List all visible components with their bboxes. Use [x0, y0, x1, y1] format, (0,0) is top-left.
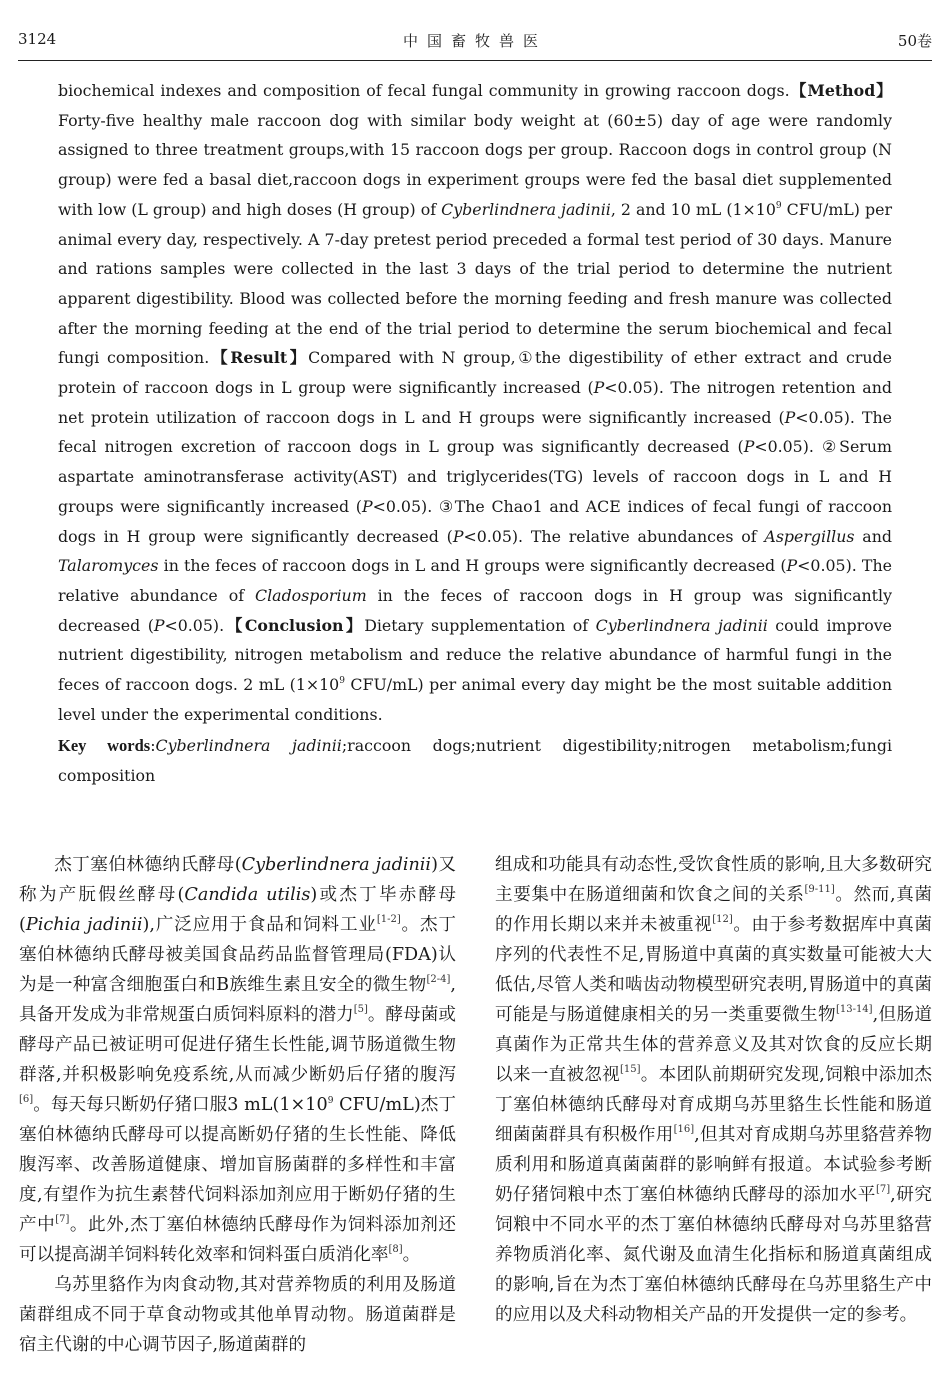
body-column-right	[495, 850, 932, 1330]
citation: [2-4]	[426, 974, 451, 985]
method-tag: 【Method】	[789, 81, 892, 100]
genus-cladosporium: Cladosporium	[255, 585, 367, 605]
citation: [5]	[353, 1004, 368, 1015]
citation: [7]	[55, 1214, 70, 1225]
citation: [7]	[875, 1184, 891, 1195]
header-rule	[18, 60, 932, 61]
abstract-text: biochemical indexes and composition of fecal fungal community in growing raccoon dogs.【Method】Forty-five healthy male raccoon dog with similar body weight at (60±5) day of age were randomly assigned to three treatment groups,with 15 raccoon dogs per group. Raccoon dogs in control group (N group) were fed a basal diet,raccoon dogs in experiment groups were fed the basal diet supplemented with low (L group) and high doses (H group) of Cyberlindnera jadinii, 2 and 10 mL ($1\times 10^9$ CFU/mL) per animal every day, respectively. A 7-day pretest period preceded a formal test period of 30 days. Manure and rations samples were collected in the last 3 days of the trial period to determine the nutrient apparent digestibility. Blood was collected before the morning feeding and fresh manure was collected after the morning feeding at the end of the trial period to determine the serum biochemical and fecal fungi composition.【Result】Compared with N group,①the digestibility of ether extract and crude protein of raccoon dogs in L group were significantly increased (P<0.05). The nitrogen retention and net protein utilization of raccoon dogs in L and H groups were significantly increased (P<0.05). The fecal nitrogen excretion of raccoon dogs in L group was significantly decreased (P<0.05). ②Serum aspartate aminotransferase activity(AST) and triglycerides(TG) levels of raccoon dogs in L and H groups were significantly increased (P<0.05). ③The Chao1 and ACE indices of fecal fungi of raccoon dogs in H group were significantly decreased (P<0.05). The relative abundances of Aspergillus and Talaromyces in the feces of raccoon dogs in L and H groups were significantly decreased (P<0.05). The relative abundance of Cladosporium in the feces of raccoon dogs in H group was significantly decreased (P<0.05).【Conclusion】Dietary supplementation of Cyberlindnera jadinii could improve nutrient digestibility, nitrogen metabolism and reduce the relative abundance of harmful fungi in the feces of raccoon dogs. 2 mL ($1\times 10^9$ CFU/mL) per animal every day might be the most suitable addition level under the experimental conditions.	[58, 81, 893, 724]
citation: [9-11]	[804, 884, 835, 895]
conclusion-tag: 【Conclusion】	[224, 615, 365, 635]
page-number: 3124	[18, 30, 57, 48]
species-name: Cyberlindnera jadinii	[441, 199, 611, 219]
citation: [16]	[673, 1124, 695, 1135]
keywords: Key words:Cyberlindnera jadinii;raccoon dogs;nutrient digestibility;nitrogen metabolism;fungi composition	[58, 736, 893, 786]
genus-aspergillus: Aspergillus	[764, 526, 855, 546]
citation: [8]	[388, 1244, 403, 1255]
citation: [12]	[712, 914, 733, 925]
result-tag: 【Result】	[209, 348, 309, 368]
citation: [1-2]	[376, 914, 401, 925]
volume-label: 50卷	[897, 32, 932, 50]
body-column-left	[19, 850, 456, 1360]
citation: [13-14]	[835, 1004, 873, 1015]
paragraph: 乌苏里貉作为肉食动物,其对营养物质的利用及肠道菌群组成不同于草食动物或其他单胃动物。肠道菌群是宿主代谢的中心调节因子,肠道菌群的	[19, 1275, 456, 1355]
journal-title: 中国畜牧兽医	[402, 32, 547, 50]
keywords-label: Key words	[58, 736, 151, 756]
genus-talaromyces: Talaromyces	[58, 556, 159, 576]
running-header	[18, 24, 932, 58]
english-abstract	[58, 76, 892, 791]
paragraph: 组成和功能具有动态性,受饮食性质的影响,且大多数研究主要集中在肠道细菌和饮食之间的关系[9-11]。然而,真菌的作用长期以来并未被重视[12]。由于参考数据库中真菌序列的代表性不足,胃肠道中真菌的真实数量可能被大大低估,尽管人类和啮齿动物模型研究表明,胃肠道中的真菌可能是与肠道健康相关的另一类重要微生物[13-14],但肠道真菌作为正常共生体的营养意义及其对饮食的反应长期以来一直被忽视[15]。本团队前期研究发现,饲粮中添加杰丁塞伯林德纳氏酵母对育成期乌苏里貉生长性能和肠道细菌菌群具有积极作用[16],但其对育成期乌苏里貉营养物质利用和肠道真菌菌群的影响鲜有报道。本试验参考断奶仔猪饲粮中杰丁塞伯林德纳氏酵母的添加水平[7],研究饲粮中不同水平的杰丁塞伯林德纳氏酵母对乌苏里貉营养物质消化率、氮代谢及血清生化指标和肠道真菌组成的影响,旨在为杰丁塞伯林德纳氏酵母在乌苏里貉生产中的应用以及犬科动物相关产品的开发提供一定的参考。	[495, 855, 933, 1325]
paragraph: 杰丁塞伯林德纳氏酵母(Cyberlindnera jadinii)又称为产朊假丝酵母(Candida utilis)或杰丁毕赤酵母(Pichia jadinii),广泛应用于食品和饲料工业[1-2]。杰丁塞伯林德纳氏酵母被美国食品药品监督管理局(FDA)认为是一种富含细胞蛋白和B族维生素且安全的微生物[2-4],具备开发成为非常规蛋白质饲料原料的潜力[5]。酵母菌或酵母产品已被证明可促进仔猪生长性能,调节肠道微生物群落,并积极影响免疫系统,从而减少断奶后仔猪的腹泻[6]。每天每只断奶仔猪口服3 $mL(1\times 10^9$ CFU/mL)杰丁塞伯林德纳氏酵母可以提高断奶仔猪的生长性能、降低腹泻率、改善肠道健康、增加盲肠菌群的多样性和丰富度,有望作为抗生素替代饲料添加剂应用于断奶仔猪的生产中[7]。此外,杰丁塞伯林德纳氏酵母作为饲料添加剂还可以提高湖羊饲料转化效率和饲料蛋白质消化率[8]。	[19, 855, 457, 1265]
citation: [6]	[19, 1094, 34, 1105]
citation: [15]	[619, 1064, 641, 1075]
